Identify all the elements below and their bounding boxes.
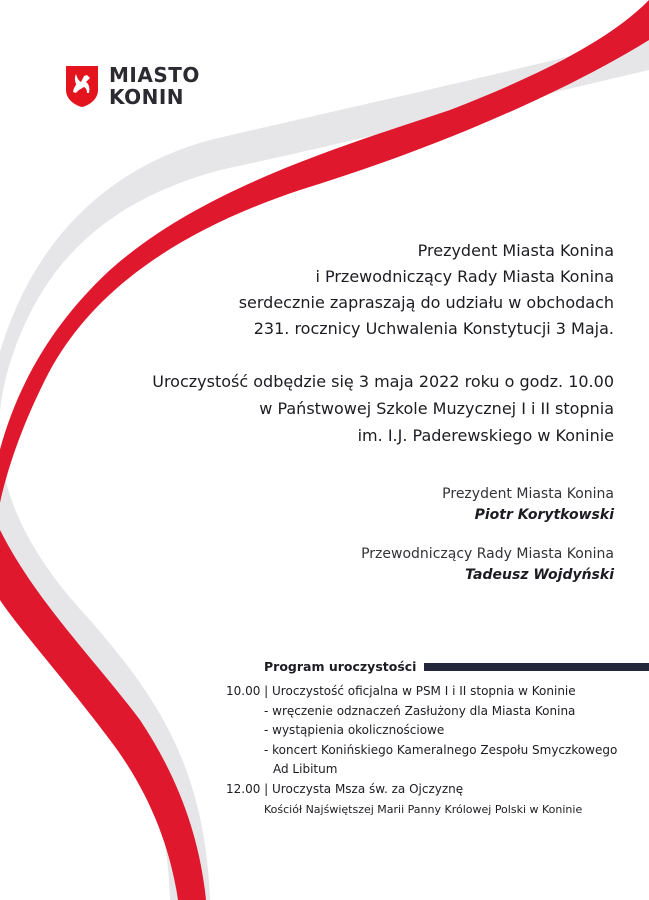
signature-role: Prezydent Miasta Konina	[442, 486, 614, 502]
city-logo	[64, 64, 200, 108]
program-title: Program uroczystości	[264, 659, 417, 674]
invitation-line: 231. rocznicy Uchwalenia Konstytucji 3 Maja.	[253, 319, 614, 338]
invitation-line: Prezydent Miasta Konina	[417, 241, 614, 260]
details-line: w Państwowej Szkole Muzycznej I i II stopnia	[259, 399, 614, 418]
signature-name: Tadeusz Wojdyński	[465, 567, 614, 583]
signature-name: Piotr Korytkowski	[474, 507, 614, 523]
program-subitem: - koncert Konińskiego Kameralnego Zespołu Smyczkowego	[264, 742, 618, 757]
event-details	[114, 368, 614, 449]
shield-horse-icon	[64, 64, 100, 108]
invitation-line: i Przewodniczący Rady Miasta Konina	[315, 267, 614, 286]
signature-mayor	[214, 484, 614, 526]
ribbon-red-lower	[0, 530, 206, 900]
details-line: Uroczystość odbędzie się 3 maja 2022 roku o godz. 10.00	[152, 372, 614, 391]
program-list	[226, 682, 641, 819]
program-header	[264, 659, 649, 674]
program-divider-bar	[424, 663, 649, 671]
signature-role: Przewodniczący Rady Miasta Konina	[361, 546, 614, 562]
logo-line-2: KONIN	[109, 85, 185, 109]
details-line: im. I.J. Paderewskiego w Koninie	[357, 426, 614, 445]
program-subitem: - wystąpienia okolicznościowe	[264, 723, 445, 738]
program-subitem: - wręczenie odznaczeń Zasłużony dla Miasta Konina	[264, 703, 576, 718]
program-item: 10.00 | Uroczystość oficjalna w PSM I i II stopnia w Koninie	[226, 684, 576, 698]
program-subitem-continued: Ad Libitum	[273, 762, 338, 777]
program-item-place: Kościół Najświętszej Marii Panny Królowej Polski w Koninie	[264, 802, 583, 816]
logo-line-1: MIASTO	[109, 63, 200, 87]
signature-council-chair	[214, 544, 614, 586]
invitation-text	[154, 238, 614, 342]
invitation-line: serdecznie zapraszają do udziału w obchodach	[238, 293, 614, 312]
program-item: 12.00 | Uroczysta Msza św. za Ojczyznę	[226, 781, 464, 796]
